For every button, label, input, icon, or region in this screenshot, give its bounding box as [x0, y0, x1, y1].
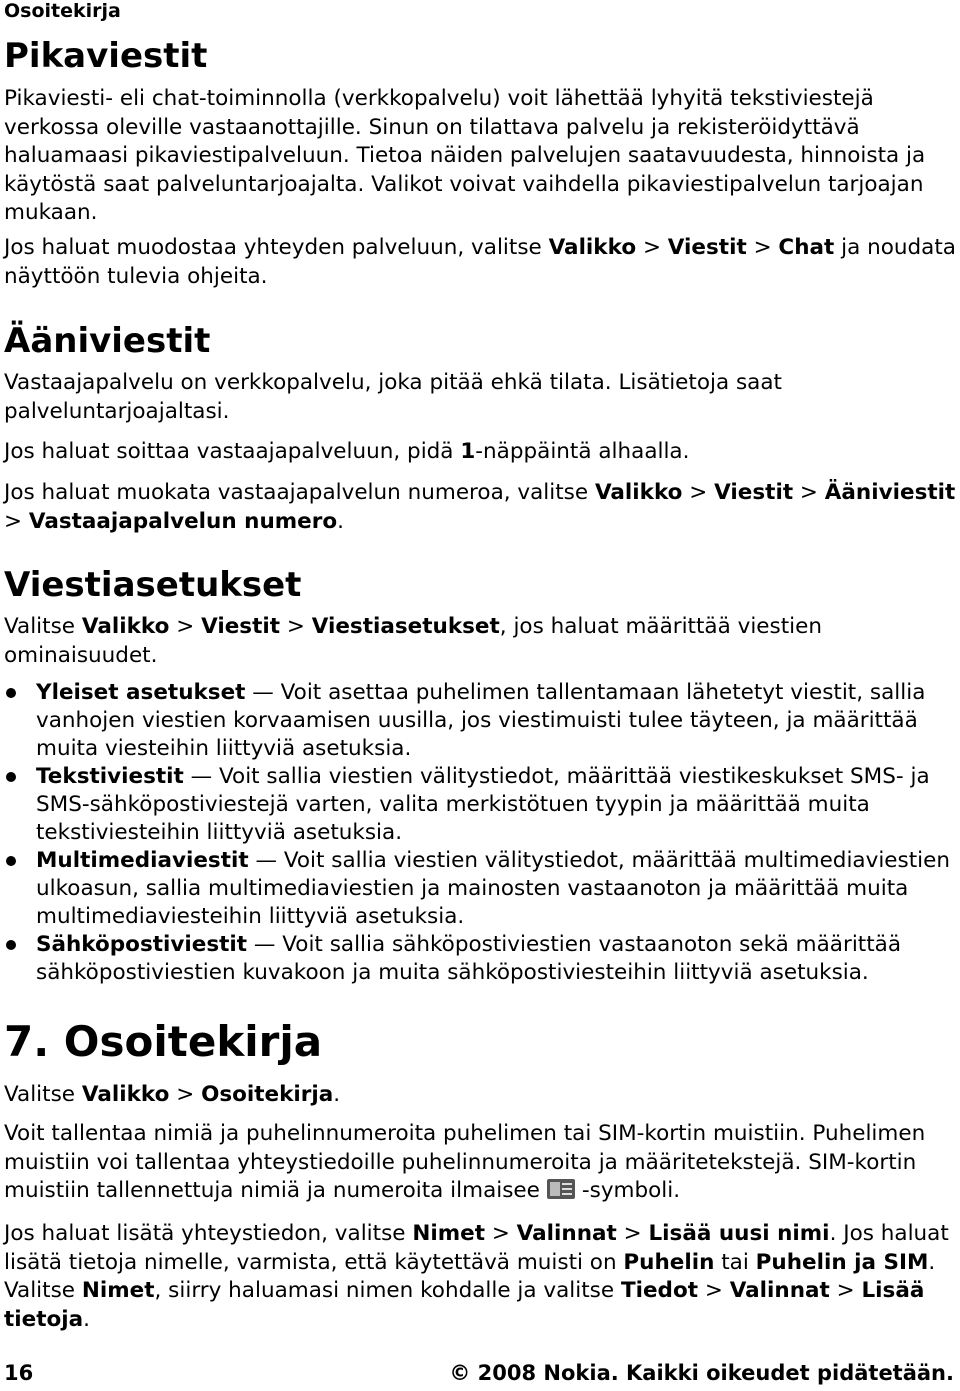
bullet-icon — [6, 688, 16, 698]
paragraph-viestiasetukset-intro: Valitse Valikko > Viestit > Viestiasetukset, jos haluat määrittää viestien ominaisuudet. — [4, 614, 822, 668]
paragraph-osoitekirja-memory: Voit tallentaa nimiä ja puhelinnumeroita puhelimen tai SIM-kortin muistiin. Puhelimen muistiin voi tallentaa yhteystiedoille puhelinnumeroita ja määritetekstejä. SIM-kortin muistiin tallennettuja nimiä ja numeroita ilmaisee -symboli. — [4, 1121, 926, 1203]
list-item: Tekstiviestit — Voit sallia viestien välitystiedot, määrittää viestikeskukset SMS- ja SMS-sähköpostiviestejä varten, valita merkistötuen tyypin ja määrittää muita tekstiviesteihin liittyviä asetuksia. — [4, 763, 956, 847]
paragraph-aaniviestit-call: Jos haluat soittaa vastaajapalveluun, pidä 1-näppäintä alhaalla. — [4, 439, 690, 464]
sim-card-contact-icon — [544, 1177, 578, 1201]
menu-path-chat: Chat — [778, 235, 835, 260]
key-1: 1 — [460, 439, 476, 464]
running-head: Osoitekirja — [4, 0, 121, 22]
list-item: Sähköpostiviestit — Voit sallia sähköpostiviestien vastaanoton sekä määrittää sähköpostiviestien kuvakoon ja muita sähköpostiviesteihin liittyviä asetuksia. — [4, 931, 956, 987]
section-title-viestiasetukset: Viestiasetukset — [4, 565, 302, 605]
paragraph-osoitekirja-select: Valitse Valikko > Osoitekirja. — [4, 1082, 341, 1107]
list-item: Yleiset asetukset — Voit asettaa puhelimen tallentamaan lähetetyt viestit, sallia vanhojen viestien korvaamisen uusilla, jos viestimuisti tulee täyteen, ja määrittää muita viesteihin liittyviä asetuksia. — [4, 679, 956, 763]
copyright-notice: © 2008 Nokia. Kaikki oikeudet pidätetään. — [449, 1361, 954, 1385]
list-item: Multimediaviestit — Voit sallia viestien välitystiedot, määrittää multimediaviestien ulkoasun, sallia multimediaviestien ja mainosten vastaanoton ja määrittää muita multimediaviesteihin liittyviä asetuksia. — [4, 847, 956, 931]
bullet-icon — [6, 772, 16, 782]
bullet-icon — [6, 940, 16, 950]
page-number: 16 — [4, 1361, 34, 1385]
paragraph-pikaviestit-connect: Jos haluat muodostaa yhteyden palveluun, valitse Valikko > Viestit > Chat ja noudata näyttöön tulevia ohjeita. — [4, 235, 956, 289]
paragraph-pikaviestit-intro: Pikaviesti- eli chat-toiminnolla (verkkopalvelu) voit lähettää lyhyitä tekstiviestejä verkossa oleville vastaanottajille. Sinun on tilattava palvelu ja rekisteröidyttävä haluamaasi pikaviestipalveluun. Tietoa näiden palvelujen saatavuudesta, hinnoista ja käytöstä saat palveluntarjoajalta. Valikot voivat vaihdella pikaviestipalvelun tarjoajan mukaan. — [4, 86, 926, 225]
section-title-aaniviestit: Ääniviestit — [4, 321, 211, 361]
menu-path-viestit: Viestit — [667, 235, 747, 260]
section-title-pikaviestit: Pikaviestit — [4, 36, 208, 76]
paragraph-osoitekirja-add: Jos haluat lisätä yhteystiedon, valitse Nimet > Valinnat > Lisää uusi nimi. Jos haluat lisätä tietoja nimelle, varmista, että käytettävä muisti on Puhelin tai Puhelin ja SIM. Valitse Nimet, siirry haluamasi nimen kohdalle ja valitse Tiedot > Valinnat > Lisää tietoja. — [4, 1221, 949, 1332]
bullet-icon — [6, 856, 16, 866]
paragraph-aaniviestit-edit: Jos haluat muokata vastaajapalvelun numeroa, valitse Valikko > Viestit > Ääniviestit > Vastaajapalvelun numero. — [4, 480, 956, 534]
chapter-title-osoitekirja: 7. Osoitekirja — [4, 1017, 323, 1066]
settings-list — [4, 679, 956, 987]
menu-path-valikko: Valikko — [548, 235, 637, 260]
paragraph-aaniviestit-intro: Vastaajapalvelu on verkkopalvelu, joka pitää ehkä tilata. Lisätietoja saat palveluntarjoajaltasi. — [4, 370, 782, 424]
